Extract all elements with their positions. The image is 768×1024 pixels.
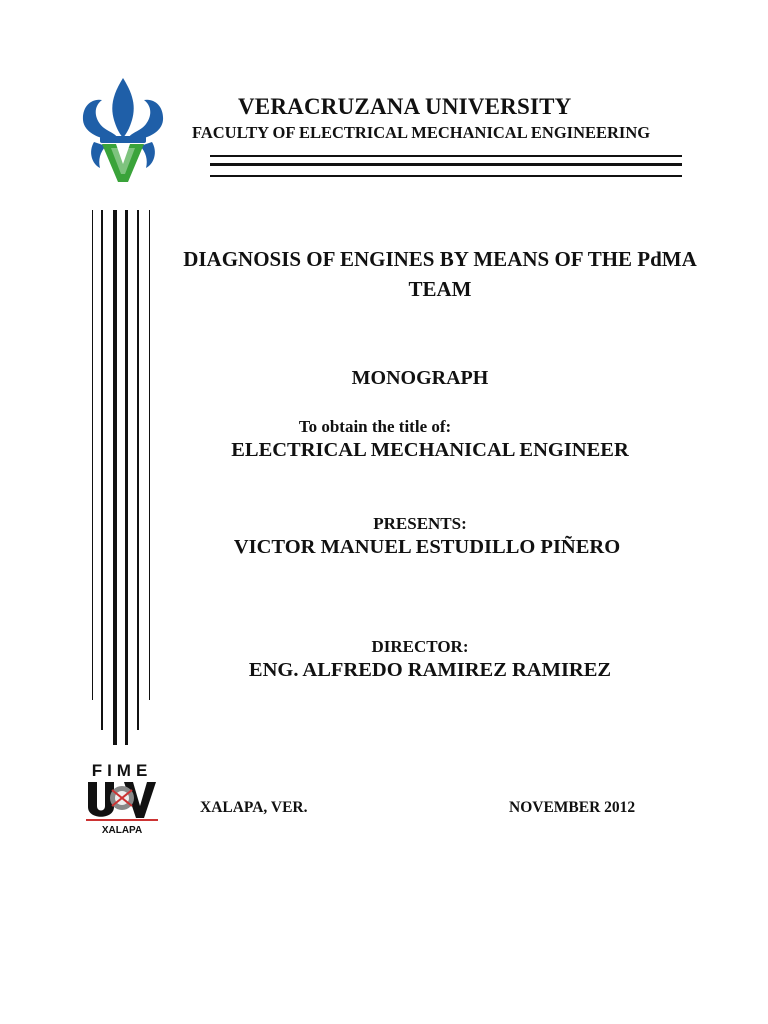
university-name: VERACRUZANA UNIVERSITY — [238, 94, 572, 119]
vertical-rule-2 — [101, 210, 103, 730]
vertical-rule-3 — [113, 210, 117, 745]
obtain-title-label: To obtain the title of: — [298, 417, 452, 436]
presents-label: PRESENTS: — [373, 514, 467, 533]
vertical-rule-1 — [92, 210, 93, 700]
header-rule-top — [210, 155, 682, 157]
director-name: ENG. ALFREDO RAMIREZ RAMIREZ — [248, 659, 612, 681]
city-label: XALAPA, VER. — [200, 799, 308, 816]
document-type: MONOGRAPH — [351, 367, 489, 389]
vertical-rule-4 — [125, 210, 128, 745]
date-label: NOVEMBER 2012 — [509, 799, 636, 816]
faculty-name: FACULTY OF ELECTRICAL MECHANICAL ENGINEERING — [192, 123, 651, 142]
degree-title: ELECTRICAL MECHANICAL ENGINEER — [231, 439, 629, 461]
fime-logo-mark-text: UV — [80, 760, 82, 761]
fime-logo-top-text: FIME — [91, 761, 153, 780]
vertical-rule-5 — [137, 210, 139, 730]
author-name: VICTOR MANUEL ESTUDILLO PIÑERO — [233, 536, 621, 558]
header-rule-middle — [210, 163, 682, 166]
thesis-title: DIAGNOSIS OF ENGINES BY MEANS OF THE PdMA TEAM — [183, 247, 697, 301]
header-rule-bottom — [210, 175, 682, 177]
fime-logo-bottom-text: XALAPA — [101, 825, 143, 836]
director-label: DIRECTOR: — [371, 637, 469, 656]
fime-logo — [80, 760, 164, 836]
university-logo — [80, 76, 166, 184]
vertical-rule-6 — [149, 210, 150, 700]
